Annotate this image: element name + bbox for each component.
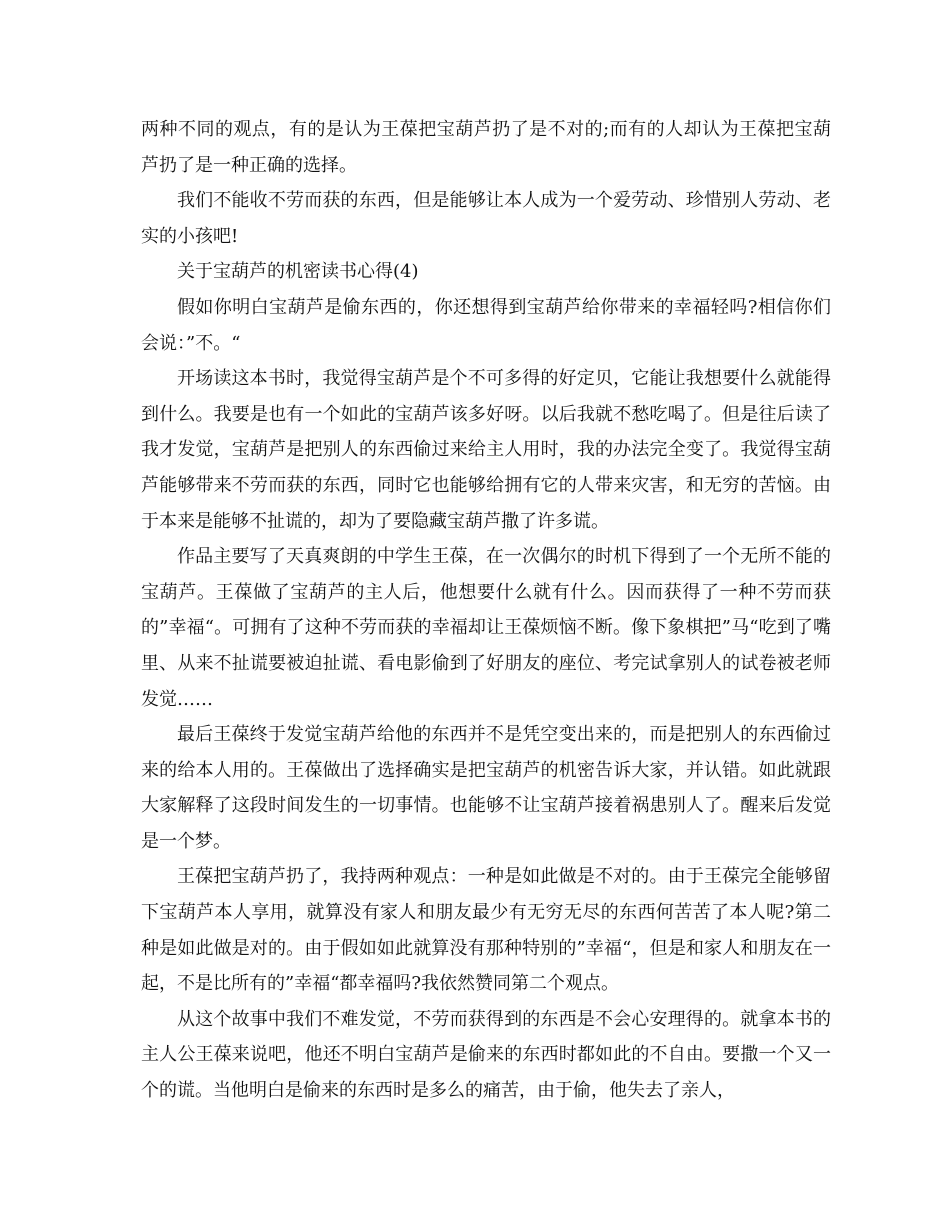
paragraph-5: 作品主要写了天真爽朗的中学生王葆，在一次偶尔的时机下得到了一个无所不能的宝葫芦。王葆做了宝葫芦的主人后，他想要什么就有什么。因而获得了一种不劳而获的”幸福“。可拥有了这种不劳而获的幸福却让王葆烦恼不断。像下象棋把”马“吃到了嘴里、从来不扯谎要被迫扯谎、看电影偷到了好朋友的座位、考完试拿别人的试卷被老师发觉…… [141, 546, 831, 710]
paragraph-3: 假如你明白宝葫芦是偷东西的，你还想得到宝葫芦给你带来的幸福轻吗?相信你们会说：”不。“ [141, 296, 831, 354]
paragraph-1: 两种不同的观点，有的是认为王葆把宝葫芦扔了是不对的;而有的人却认为王葆把宝葫芦扔了是一种正确的选择。 [141, 119, 831, 176]
paragraph-6: 最后王葆终于发觉宝葫芦给他的东西并不是凭空变出来的，而是把别人的东西偷过来的给本人用的。王葆做出了选择确实是把宝葫芦的机密告诉大家，并认错。如此就跟大家解释了这段时间发生的一切事情。也能够不让宝葫芦接着祸患别人了。醒来后发觉是一个梦。 [141, 724, 831, 852]
paragraph-4: 开场读这本书时，我觉得宝葫芦是个不可多得的好定贝，它能让我想要什么就能得到什么。我要是也有一个如此的宝葫芦该多好呀。以后我就不愁吃喝了。但是往后读了我才发觉，宝葫芦是把别人的东西偷过来给主人用时，我的办法完全变了。我觉得宝葫芦能够带来不劳而获的东西，同时它也能够给拥有它的人带来灾害，和无穷的苦恼。由于本来是能够不扯谎的，却为了要隐藏宝葫芦撒了许多谎。 [141, 368, 831, 532]
paragraph-2: 我们不能收不劳而获的东西，但是能够让本人成为一个爱劳动、珍惜别人劳动、老实的小孩吧! [141, 190, 831, 247]
paragraph-8: 从这个故事中我们不难发觉，不劳而获得到的东西是不会心安理得的。就拿本书的主人公王葆来说吧，他还不明白宝葫芦是偷来的东西时都如此的不自由。要撒一个又一个的谎。当他明白是偷来的东西时是多么的痛苦，由于偷，他失去了亲人， [141, 1008, 831, 1102]
section-heading: 关于宝葫芦的机密读书心得(4) [177, 261, 419, 283]
document-body [141, 112, 831, 1109]
paragraph-7: 王葆把宝葫芦扔了，我持两种观点：一种是如此做是不对的。由于王葆完全能够留下宝葫芦本人享用，就算没有家人和朋友最少有无穷无尽的东西何苦苦了本人呢?第二种是如此做是对的。由于假如如此就算没有那种特别的”幸福“，但是和家人和朋友在一起，不是比所有的”幸福“都幸福吗?我依然赞同第二个观点。 [141, 866, 831, 995]
